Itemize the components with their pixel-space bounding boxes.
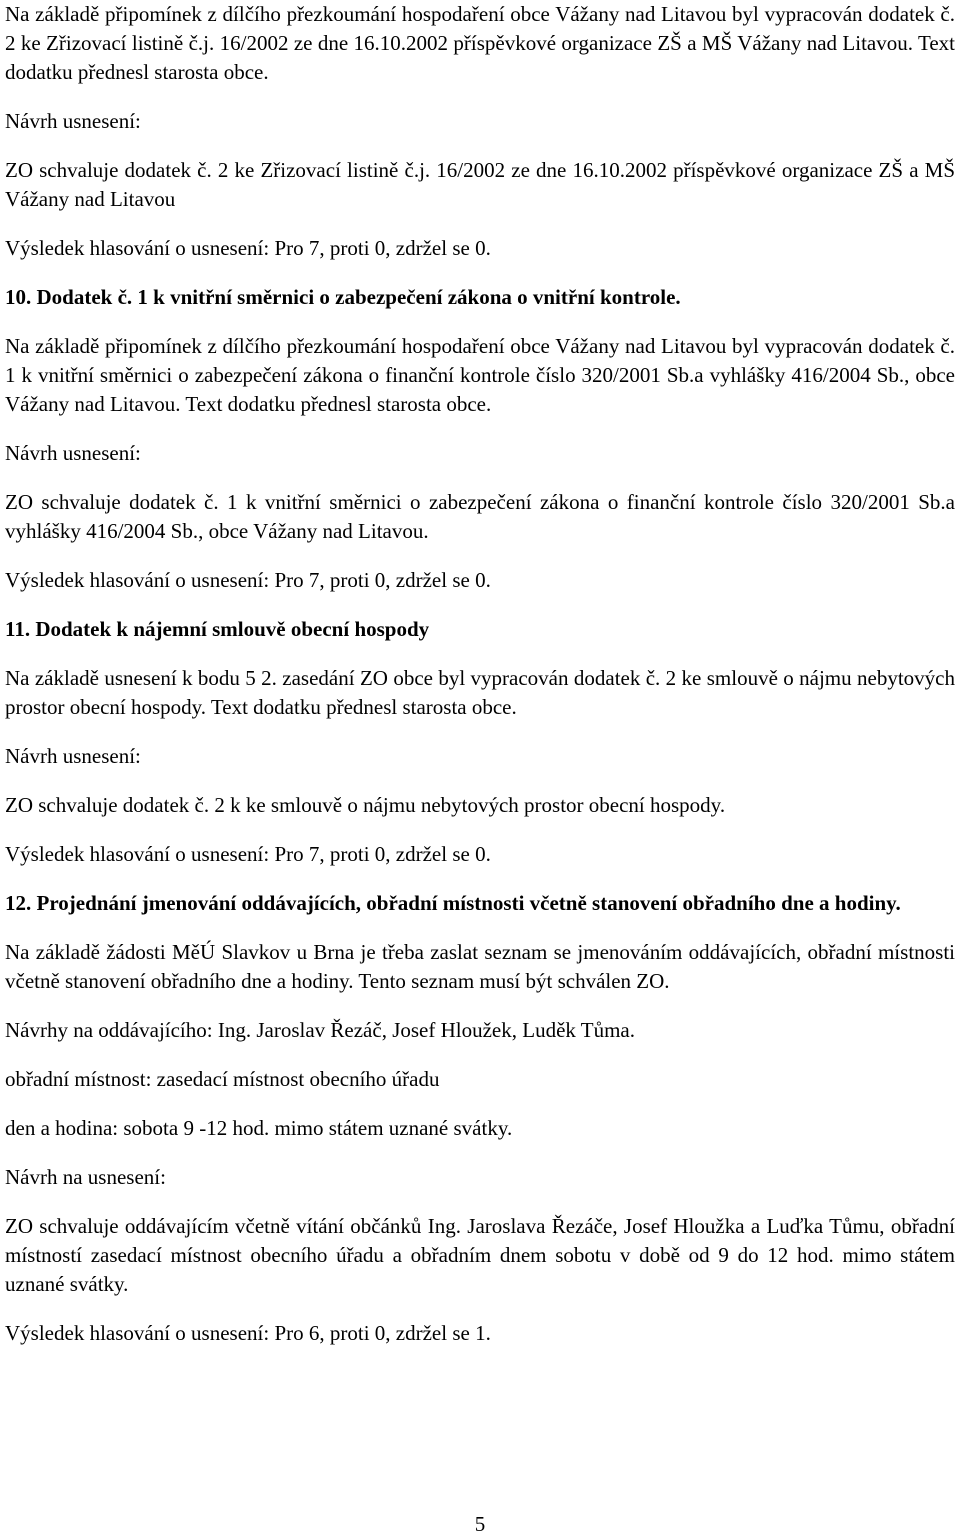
- ceremony-day-hours: den a hodina: sobota 9 -12 hod. mimo státem uznané svátky.: [5, 1116, 513, 1140]
- resolution-text: ZO schvaluje dodatek č. 2 ke Zřizovací listině č.j. 16/2002 ze dne 16.10.2002 příspěvkové organizace ZŠ a MŠ Vážany nad Litavou: [5, 158, 955, 211]
- resolution-text: ZO schvaluje dodatek č. 1 k vnitřní směrnici o zabezpečení zákona o finanční kontrole číslo 320/2001 Sb.a vyhlášky 416/2004 Sb., obce Vážany nad Litavou.: [5, 490, 955, 543]
- page-number: 5: [474, 1512, 486, 1536]
- paragraph-section-10: Na základě připomínek z dílčího přezkoumání hospodaření obce Vážany nad Litavou byl vypracován dodatek č. 1 k vnitřní směrnici o zabezpečení zákona o finanční kontrole číslo 320/2001 Sb.a vyhlášky 416/2004 Sb., obce Vážany nad Litavou. Text dodatku přednesl starosta obce.: [5, 334, 955, 416]
- paragraph-section-12: Na základě žádosti MěÚ Slavkov u Brna je třeba zaslat seznam se jmenováním oddávajících, obřadní místnosti včetně stanovení obřadního dne a hodiny. Tento seznam musí být schválen ZO.: [5, 940, 955, 993]
- vote-result: Výsledek hlasování o usnesení: Pro 7, proti 0, zdržel se 0.: [5, 568, 491, 592]
- section-heading-12: 12. Projednání jmenování oddávajících, obřadní místnosti včetně stanovení obřadního dne a hodiny.: [5, 891, 901, 915]
- proposal-officiants: Návrhy na oddávajícího: Ing. Jaroslav Řezáč, Josef Hloužek, Luděk Tůma.: [5, 1018, 635, 1042]
- motion-label: Návrh usnesení:: [5, 109, 141, 133]
- ceremony-room: obřadní místnost: zasedací místnost obecního úřadu: [5, 1067, 440, 1091]
- resolution-text: ZO schvaluje dodatek č. 2 k ke smlouvě o nájmu nebytových prostor obecní hospody.: [5, 793, 726, 817]
- section-heading-10: 10. Dodatek č. 1 k vnitřní směrnici o zabezpečení zákona o vnitřní kontrole.: [5, 285, 681, 309]
- motion-label: Návrh usnesení:: [5, 744, 141, 768]
- vote-result: Výsledek hlasování o usnesení: Pro 6, proti 0, zdržel se 1.: [5, 1321, 491, 1345]
- motion-label: Návrh na usnesení:: [5, 1165, 166, 1189]
- document-body: [5, 0, 955, 1368]
- section-heading-11: 11. Dodatek k nájemní smlouvě obecní hospody: [5, 617, 430, 641]
- paragraph-intro-dodatek-2: Na základě připomínek z dílčího přezkoumání hospodaření obce Vážany nad Litavou byl vypracován dodatek č. 2 ke Zřizovací listině č.j. 16/2002 ze dne 16.10.2002 příspěvkové organizace ZŠ a MŠ Vážany nad Litavou. Text dodatku přednesl starosta obce.: [5, 2, 955, 84]
- motion-label: Návrh usnesení:: [5, 441, 141, 465]
- resolution-text: ZO schvaluje oddávajícím včetně vítání občánků Ing. Jaroslava Řezáče, Josef Hloužka a Luďka Tůmu, obřadní místností zasedací místnost obecního úřadu a obřadním dnem sobotu v době od 9 do 12 hod. mimo státem uznané svátky.: [5, 1214, 955, 1296]
- paragraph-section-11: Na základě usnesení k bodu 5 2. zasedání ZO obce byl vypracován dodatek č. 2 ke smlouvě o nájmu nebytových prostor obecní hospody. Text dodatku přednesl starosta obce.: [5, 666, 955, 719]
- vote-result: Výsledek hlasování o usnesení: Pro 7, proti 0, zdržel se 0.: [5, 842, 491, 866]
- vote-result: Výsledek hlasování o usnesení: Pro 7, proti 0, zdržel se 0.: [5, 236, 491, 260]
